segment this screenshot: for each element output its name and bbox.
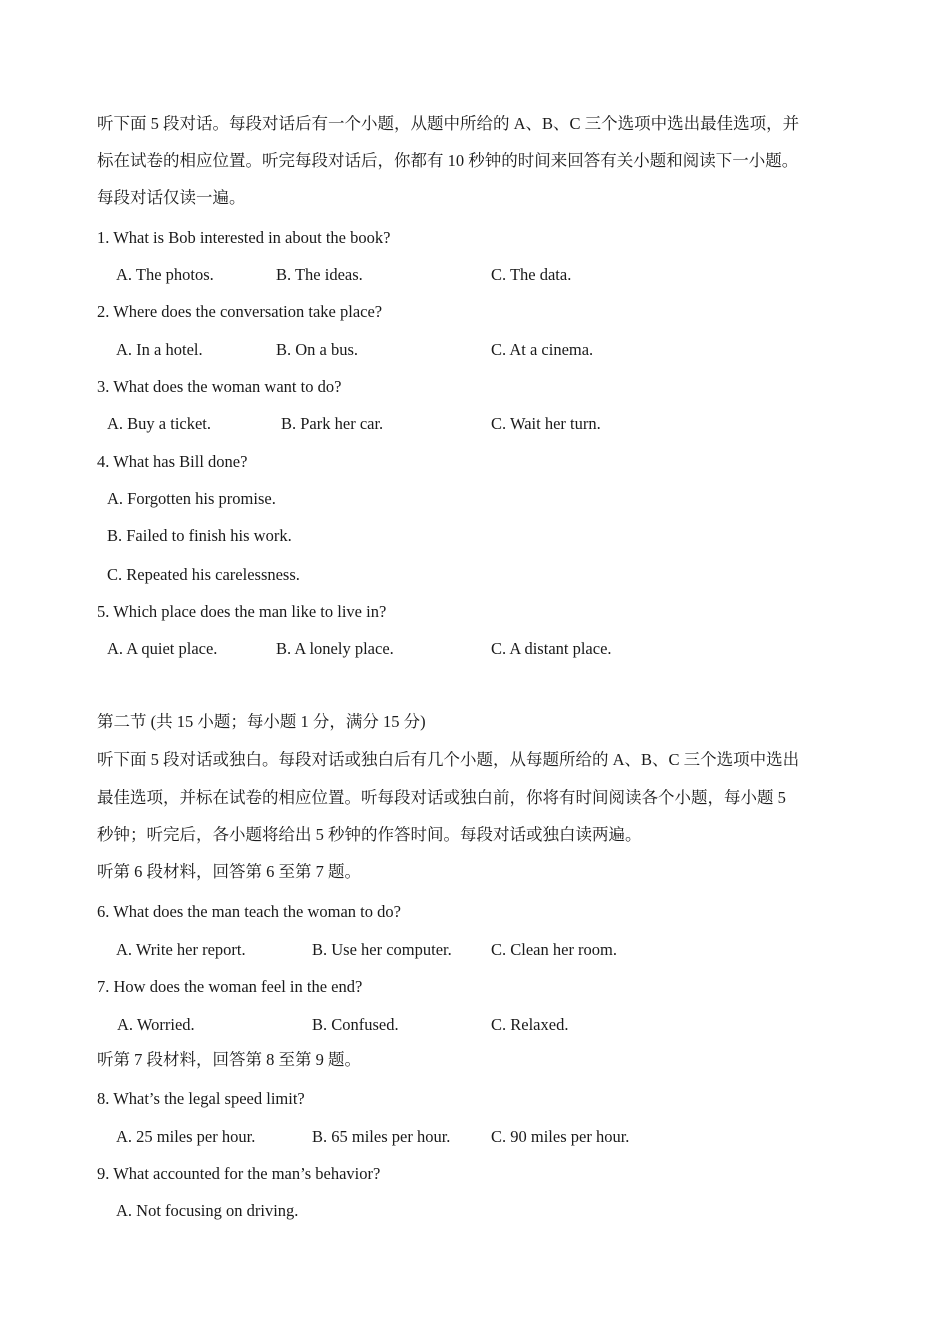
section2-title: 第二节 (共 15 小题；每小题 1 分，满分 15 分) [97, 712, 426, 731]
q3-option-b: B. Park her car. [281, 414, 384, 433]
q5-option-a: A. A quiet place. [107, 639, 218, 658]
q2-option-b: B. On a bus. [276, 340, 359, 359]
section1-intro-line-2: 标在试卷的相应位置。听完每段对话后，你都有 10 秒钟的时间来回答有关小题和阅读下一小题。 [97, 151, 799, 170]
q3-option-a: A. Buy a ticket. [107, 414, 212, 433]
q8-option-c: C. 90 miles per hour. [491, 1127, 630, 1146]
q7-option-c: C. Relaxed. [491, 1015, 569, 1034]
q1-option-a: A. The photos. [116, 265, 214, 284]
material-7-instruction: 听第 7 段材料，回答第 8 至第 9 题。 [97, 1050, 361, 1069]
q3-option-c: C. Wait her turn. [491, 414, 601, 433]
q2-option-c: C. At a cinema. [491, 340, 594, 359]
question-8: 8. What’s the legal speed limit? [97, 1089, 305, 1108]
q4-option-c: C. Repeated his carelessness. [107, 565, 300, 584]
question-3: 3. What does the woman want to do? [97, 377, 342, 396]
q5-option-c: C. A distant place. [491, 639, 612, 658]
q1-option-b: B. The ideas. [276, 265, 363, 284]
q4-option-b: B. Failed to finish his work. [107, 526, 292, 545]
question-9: 9. What accounted for the man’s behavior? [97, 1164, 381, 1183]
section2-intro-line-2: 最佳选项，并标在试卷的相应位置。听每段对话或独白前，你将有时间阅读各个小题，每小题 5 [97, 788, 786, 807]
question-1: 1. What is Bob interested in about the book? [97, 228, 391, 247]
question-2: 2. Where does the conversation take place? [97, 302, 383, 321]
question-4: 4. What has Bill done? [97, 452, 248, 471]
q2-option-a: A. In a hotel. [116, 340, 203, 359]
q6-option-a: A. Write her report. [116, 940, 246, 959]
material-6-instruction: 听第 6 段材料，回答第 6 至第 7 题。 [97, 862, 361, 881]
q8-option-b: B. 65 miles per hour. [312, 1127, 451, 1146]
q1-option-c: C. The data. [491, 265, 572, 284]
question-5: 5. Which place does the man like to live in? [97, 602, 387, 621]
q6-option-b: B. Use her computer. [312, 940, 452, 959]
q7-option-b: B. Confused. [312, 1015, 399, 1034]
question-7: 7. How does the woman feel in the end? [97, 977, 363, 996]
q5-option-b: B. A lonely place. [276, 639, 394, 658]
section1-intro-line-1: 听下面 5 段对话。每段对话后有一个小题，从题中所给的 A、B、C 三个选项中选出最佳选项，并 [97, 114, 800, 133]
section2-intro-line-1: 听下面 5 段对话或独白。每段对话或独白后有几个小题，从每题所给的 A、B、C 三个选项中选出 [97, 750, 800, 769]
q7-option-a: A. Worried. [117, 1015, 195, 1034]
q4-option-a: A. Forgotten his promise. [107, 489, 276, 508]
q8-option-a: A. 25 miles per hour. [116, 1127, 256, 1146]
q9-option-a: A. Not focusing on driving. [116, 1201, 299, 1220]
section2-intro-line-3: 秒钟；听完后，各小题将给出 5 秒钟的作答时间。每段对话或独白读两遍。 [97, 825, 642, 844]
q6-option-c: C. Clean her room. [491, 940, 618, 959]
section1-intro-line-3: 每段对话仅读一遍。 [97, 188, 246, 207]
question-6: 6. What does the man teach the woman to do? [97, 902, 401, 921]
